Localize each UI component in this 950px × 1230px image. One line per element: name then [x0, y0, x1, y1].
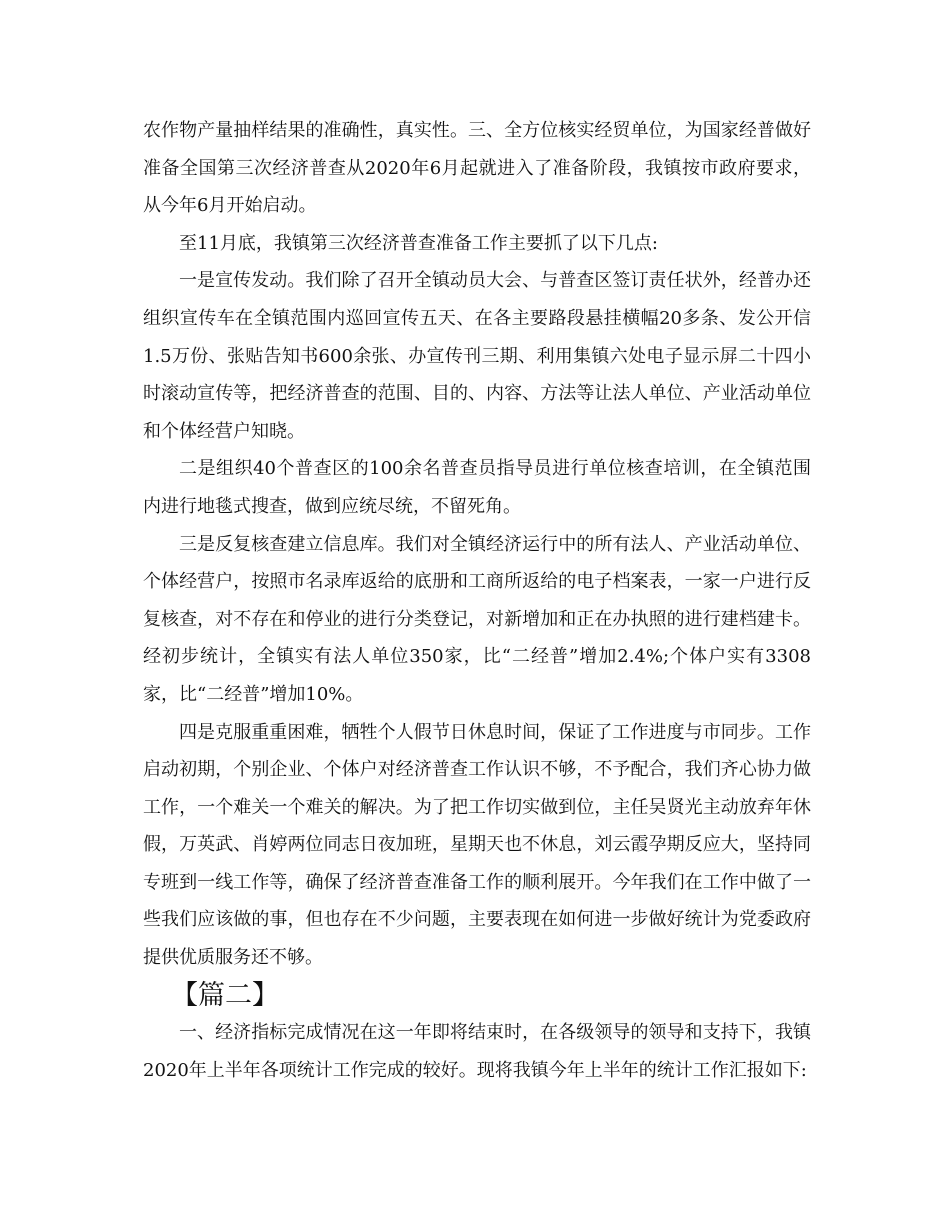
paragraph-2: 至11月底，我镇第三次经济普查准备工作主要抓了以下几点:	[179, 232, 658, 254]
section-heading: 【篇二】	[171, 979, 279, 1011]
paragraph-7: 一、经济指标完成情况在这一年即将结束时，在各级领导的领导和支持下，我镇2020年上半年各项统计工作完成的较好。现将我镇今年上半年的统计工作汇报如下:	[143, 1022, 811, 1081]
document-body	[143, 112, 811, 1089]
paragraph-3: 一是宣传发动。我们除了召开全镇动员大会、与普查区签订责任状外，经普办还组织宣传车在全镇范围内巡回宣传五天、在各主要路段悬挂横幅20多条、发公开信1.5万份、张贴告知书600余张、办宣传刊三期、利用集镇六处电子显示屏二十四小时滚动宣传等，把经济普查的范围、目的、内容、方法等让法人单位、产业活动单位和个体经营户知晓。	[143, 270, 811, 442]
paragraph-4: 二是组织40个普查区的100余名普查员指导员进行单位核查培训，在全镇范围内进行地毯式搜查，做到应统尽统，不留死角。	[143, 458, 811, 517]
paragraph-5: 三是反复核查建立信息库。我们对全镇经济运行中的所有法人、产业活动单位、个体经营户，按照市名录库返给的底册和工商所返给的电子档案表，一家一户进行反复核查，对不存在和停业的进行分类登记，对新增加和正在办执照的进行建档建卡。经初步统计，全镇实有法人单位350家，比“二经普”增加2.4%;个体户实有3308家，比“二经普”增加10%。	[143, 533, 811, 705]
paragraph-1: 农作物产量抽样结果的准确性，真实性。三、全方位核实经贸单位，为国家经普做好准备全国第三次经济普查从2020年6月起就进入了准备阶段，我镇按市政府要求，从今年6月开始启动。	[143, 120, 811, 217]
paragraph-6: 四是克服重重困难，牺牲个人假节日休息时间，保证了工作进度与市同步。工作启动初期，个别企业、个体户对经济普查工作认识不够，不予配合，我们齐心协力做工作，一个难关一个难关的解决。为了把工作切实做到位，主任吴贤光主动放弃年休假，万英武、肖婷两位同志日夜加班，星期天也不休息，刘云霞孕期反应大，坚持同专班到一线工作等，确保了经济普查准备工作的顺利展开。今年我们在工作中做了一些我们应该做的事，但也存在不少问题，主要表现在如何进一步做好统计为党委政府提供优质服务还不够。	[143, 721, 811, 969]
